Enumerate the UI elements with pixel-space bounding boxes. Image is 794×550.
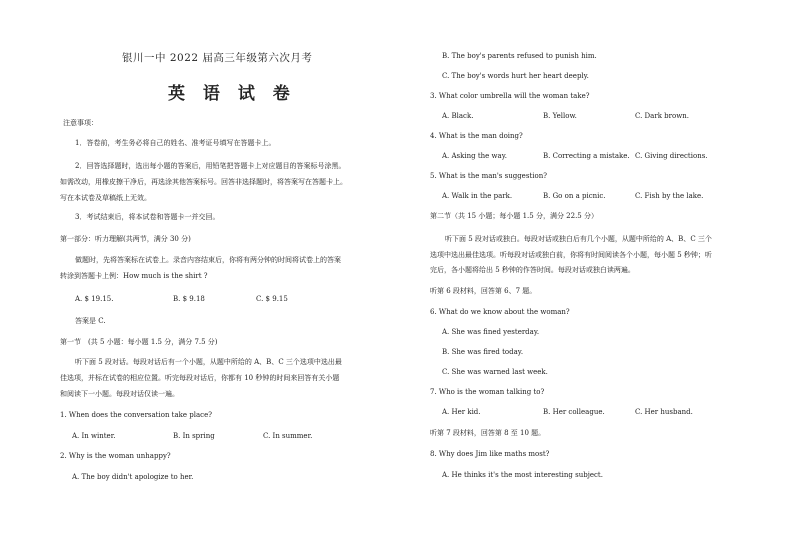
part1-intro-line-1: 做题时，先将答案标在试卷上。录音内容结束后，你将有两分钟的时间将试卷上的答案 xyxy=(75,256,341,264)
question-6-option-c: C. She was warned last week. xyxy=(442,368,548,376)
section1-intro-line-2: 佳选项，并标在试卷的相应位置。听完每段对话后，你都有 10 秒钟的时间来回答有关小题 xyxy=(60,374,340,382)
question-1-option-a: A. In winter. xyxy=(72,432,116,440)
part1-intro-line-2: 转涂到答题卡上例：How much is the shirt ? xyxy=(60,272,208,280)
question-7-stem: 7. Who is the woman talking to? xyxy=(430,388,545,396)
question-3-option-c: C. Dark brown. xyxy=(635,112,689,120)
notes-item-3: 3．考试结束后，将本试卷和答题卡一并交回。 xyxy=(75,213,220,221)
question-6-stem: 6. What do we know about the woman? xyxy=(430,308,570,316)
question-3-stem: 3. What color umbrella will the woman take? xyxy=(430,92,590,100)
notes-item-2-line-1: 2．回答选择题时，选出每小题的答案后，用铅笔把答题卡上对应题目的答案标号涂黑。 xyxy=(75,162,346,170)
notes-item-2-line-2: 如需改动，用橡皮擦干净后，再选涂其他答案标号。回答非选择题时，将答案写在答题卡上。 xyxy=(60,178,347,186)
question-8-stem: 8. Why does Jim like maths most? xyxy=(430,450,550,458)
question-5-option-b: B. Go on a picnic. xyxy=(543,192,606,200)
question-3-option-b: B. Yellow. xyxy=(543,112,577,120)
material-6-instruction: 听第 6 段材料，回答第 6、7 题。 xyxy=(430,287,537,295)
question-4-option-c: C. Giving directions. xyxy=(635,152,708,160)
example-answer: 答案是 C. xyxy=(75,317,106,325)
section1-heading: 第一节 (共 5 小题：每小题 1.5 分，满分 7.5 分) xyxy=(60,338,218,346)
section1-intro-line-3: 和阅读下一小题。每段对话仅读一遍。 xyxy=(60,390,179,398)
school-title: 银川一中 2022 届高三年级第六次月考 xyxy=(122,52,313,64)
part1-heading: 第一部分：听力理解(共两节，满分 30 分) xyxy=(60,235,191,243)
question-5-option-a: A. Walk in the park. xyxy=(442,192,513,200)
question-6-option-a: A. She was fined yesterday. xyxy=(442,328,540,336)
section2-heading: 第二节（共 15 小题；每小题 1.5 分，满分 22.5 分） xyxy=(430,212,598,220)
notes-item-1: 1．答卷前，考生务必将自己的姓名、准考证号填写在答题卡上。 xyxy=(75,139,276,147)
section2-intro-line-3: 完后，各小题将给出 5 秒钟的作答时间。每段对话或独白读两遍。 xyxy=(430,266,635,274)
exam-title: 英 语 试 卷 xyxy=(168,84,296,104)
question-2-stem: 2. Why is the woman unhappy? xyxy=(60,452,171,460)
question-2-option-b: B. The boy's parents refused to punish him. xyxy=(442,52,597,60)
question-1-option-c: C. In summer. xyxy=(263,432,313,440)
question-6-option-b: B. She was fired today. xyxy=(442,348,524,356)
question-7-option-c: C. Her husband. xyxy=(635,408,693,416)
question-1-option-b: B. In spring xyxy=(173,432,215,440)
notes-heading: 注意事项： xyxy=(63,119,98,127)
question-2-option-a: A. The boy didn't apologize to her. xyxy=(72,473,194,481)
material-7-instruction: 听第 7 段材料，回答第 8 至 10 题。 xyxy=(430,429,546,437)
question-2-option-c: C. The boy's words hurt her heart deeply. xyxy=(442,72,589,80)
section2-intro-line-2: 选项中选出最佳选项。听每段对话或独白前，你将有时间阅读各个小题，每小题 5 秒钟；听 xyxy=(430,251,712,259)
section2-intro-line-1: 听下面 5 段对话或独白。每段对话或独白后有几个小题，从题中所给的 A、B、C 三个 xyxy=(445,235,712,243)
question-3-option-a: A. Black. xyxy=(442,112,474,120)
example-option-b: B. $ 9.18 xyxy=(173,295,205,303)
question-5-stem: 5. What is the man's suggestion? xyxy=(430,172,547,180)
question-7-option-a: A. Her kid. xyxy=(442,408,481,416)
question-5-option-c: C. Fish by the lake. xyxy=(635,192,704,200)
example-option-a: A. $ 19.15. xyxy=(75,295,114,303)
question-7-option-b: B. Her colleague. xyxy=(543,408,605,416)
example-option-c: C. $ 9.15 xyxy=(256,295,288,303)
notes-item-2-line-3: 写在本试卷及草稿纸上无效。 xyxy=(60,194,151,202)
question-4-option-b: B. Correcting a mistake. xyxy=(543,152,630,160)
section1-intro-line-1: 听下面 5 段对话。每段对话后有一个小题，从题中所给的 A、B、C 三个选项中选出最 xyxy=(75,358,342,366)
question-4-option-a: A. Asking the way. xyxy=(442,152,507,160)
question-4-stem: 4. What is the man doing? xyxy=(430,132,523,140)
question-8-option-a: A. He thinks it's the most interesting subject. xyxy=(442,471,603,479)
question-1-stem: 1. When does the conversation take place? xyxy=(60,411,212,419)
